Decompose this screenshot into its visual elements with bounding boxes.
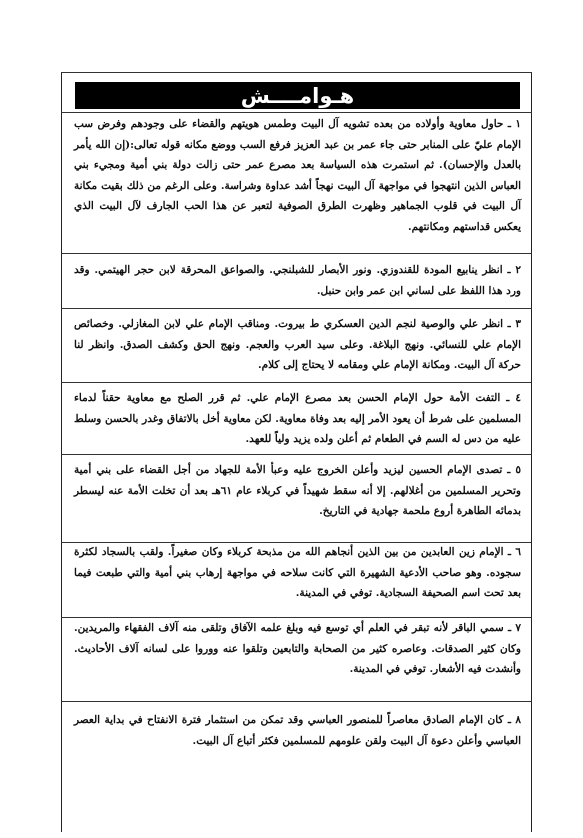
frame-right-border: [531, 72, 532, 832]
page-title: هـوامــــش: [240, 83, 355, 108]
divider: [61, 701, 532, 702]
divider: [61, 382, 532, 383]
title-banner: [75, 82, 520, 109]
footnote-8: ٨ ـ كان الإمام الصادق معاصراً للمنصور العباسي وقد تمكن من استثمار فترة الانفتاح في بداية العصر العباسي وأعلن دعوة آل البيت ولقن علومهم للمسلمين فكثر أتباع آل البيت.: [74, 714, 521, 747]
footnote-3: ٣ ـ انظر علي والوصية لنجم الدين العسكري ط بيروت. ومناقب الإمام علي لابن المغازلي. وخصائص الإمام علي للنسائي. ونهج البلاغة. وعلى سيد العرب والعجم. ونهج الحق وكشف الصدق. وانظر لنا حركة آل البيت. ومكانة الإمام علي ومقامه لا يحتاج إلى كلام.: [74, 318, 521, 371]
footnote-1: ١ ـ حاول معاوية وأولاده من بعده تشويه آل البيت وطمس هويتهم والقضاء على وجودهم وفرض سب الإمام عليّ على المنابر حتى جاء عمر بن عبد العزيز فرفع السب ووضع مكانه قوله تعالى:(إن الله يأمر بالعدل والإحسان). ثم استمرت هذه السياسة بعد مصرع عمر حتى زالت دولة بني أمية ومجيء بني العباس الذين انتهجوا في مواجهة آل البيت نهجاً أشد عداوة وشراسة. وعلى الرغم من ذلك بقيت مكانة آل البيت في قلوب الجماهير وظهرت الطرق الصوفية لتعبر عن هذا الحب الجارف لآل البيت الذي يعكس قداستهم ومكانتهم.: [74, 118, 521, 233]
frame-top-border: [61, 72, 532, 73]
page-frame: [61, 72, 532, 832]
divider: [61, 454, 532, 455]
footnote-6: ٦ ـ الإمام زين العابدين من بين الذين أنجاهم الله من مذبحة كربلاء وكان صغيراً. ولقب بالسجاد لكثرة سجوده. وهو صاحب الأدعية الشهيرة التي كانت سلاحه في مواجهة إرهاب بني أمية والتي طبعت فيما بعد تحت اسم الصحيفة السجادية. توفي في المدينة.: [74, 546, 521, 599]
footnote-4: ٤ ـ التفت الأمة حول الإمام الحسن بعد مصرع الإمام علي. ثم قرر الصلح مع معاوية حقناً لدماء المسلمين على شرط أن يعود الأمر إليه بعد وفاة معاوية. لكن معاوية أخل بالاتفاق وغدر بالحسن وسلط عليه من دس له السم في الطعام ثم أعلن ولده يزيد ولياً للعهد.: [74, 392, 521, 445]
frame-left-border: [61, 72, 62, 832]
footnote-7: ٧ ـ سمي الباقر لأنه تبقر في العلم أي توسع فيه وبلغ علمه الآفاق وتلقى منه آلاف الفقهاء والمريدين. وكان كثير الصدقات. وعاصره كثير من الصحابة والتابعين وتلقوا عنه ووروا على لسانه آلاف الأحاديث. وأنشدت فيه الأشعار. توفي في المدينة.: [74, 622, 521, 675]
divider: [61, 308, 532, 309]
footnote-5: ٥ ـ تصدى الإمام الحسين ليزيد وأعلن الخروج عليه وعبأ الأمة للجهاد من أجل القضاء على بني أمية وتحرير المسلمين من أغلالهم. إلا أنه سقط شهيداً في كربلاء عام ٦١هـ بعد أن تخلت الأمة عنه ليسطر بدمائه الطاهرة أروع ملحمة جهادية في التاريخ.: [74, 464, 521, 517]
divider: [61, 112, 532, 113]
footnote-2: ٢ ـ انظر ينابيع المودة للقندوزي. ونور الأبصار للشبلنجي. والصواعق المحرقة لابن حجر الهيتمي. وقد ورد هذا اللفظ على لساني ابن عمر وابن حنبل.: [74, 264, 521, 297]
divider: [61, 253, 532, 254]
